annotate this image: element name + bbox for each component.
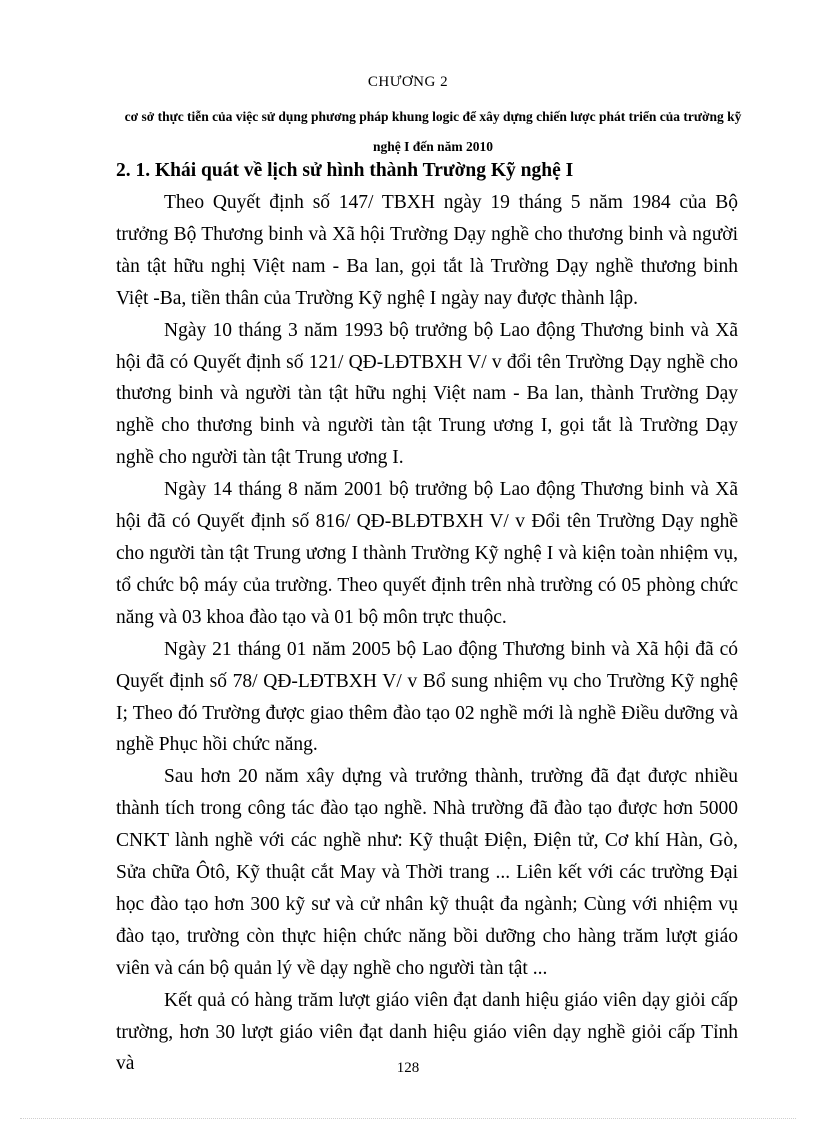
paragraph: Ngày 14 tháng 8 năm 2001 bộ trưởng bộ Lao động Thương binh và Xã hội đã có Quyết định số 816/ QĐ-BLĐTBXH V/ v Đổi tên Trường Dạy nghề cho người tàn tật Trung ương I thành Trường Kỹ nghệ I và kiện toàn nhiệm vụ, tổ chức bộ máy của trường. Theo quyết định trên nhà trường có 05 phòng chức năng và 03 khoa đào tạo và 01 bộ môn trực thuộc. [116,479,738,628]
paragraph: Sau hơn 20 năm xây dựng và trưởng thành, trường đã đạt được nhiều thành tích trong công tác đào tạo nghề. Nhà trường đã đào tạo được hơn 5000 CNKT lành nghề với các nghề như: Kỹ thuật Điện, Điện tử, Cơ khí Hàn, Gò, Sửa chữa Ôtô, Kỹ thuật cắt May và Thời trang ... Liên kết với các trường Đại học đào tạo hơn 300 kỹ sư và cử nhân kỹ thuật đa ngành; Cùng với nhiệm vụ đào tạo, trường còn thực hiện chức năng bồi dưỡng cho hàng trăm lượt giáo viên và cán bộ quản lý về dạy nghề cho người tàn tật ... [116,766,738,979]
paragraph: Theo Quyết định số 147/ TBXH ngày 19 tháng 5 năm 1984 của Bộ trưởng Bộ Thương binh và Xã hội Trường Dạy nghề cho thương binh và người tàn tật hữu nghị Việt nam - Ba lan, gọi tắt là Trường Dạy nghề thương binh Việt -Ba, tiền thân của Trường Kỹ nghệ I ngày nay được thành lập. [116,192,738,309]
paragraph: Ngày 21 tháng 01 năm 2005 bộ Lao động Thương binh và Xã hội đã có Quyết định số 78/ QĐ-LĐTBXH V/ v Bổ sung nhiệm vụ cho Trường Kỹ nghệ I; Theo đó Trường được giao thêm đào tạo 02 nghề mới là nghề Điều dưỡng và nghề Phục hồi chức năng. [116,638,738,756]
page-number: 128 [396,1060,420,1076]
paragraph: Ngày 10 tháng 3 năm 1993 bộ trưởng bộ Lao động Thương binh và Xã hội đã có Quyết định số 121/ QĐ-LĐTBXH V/ v đổi tên Trường Dạy nghề cho thương binh và người tàn tật hữu nghị Việt nam - Ba lan, thành Trường Dạy nghề cho thương binh và người tàn tật Trung ương I, gọi tắt là Trường Dạy nghề cho người tàn tật Trung ương I. [116,319,738,469]
body-text [116,187,738,1080]
chapter-label: CHƯƠNG 2 [367,74,449,90]
paragraph: Kết quả có hàng trăm lượt giáo viên đạt danh hiệu giáo viên dạy giỏi cấp trường, hơn 30 lượt giáo viên đạt danh hiệu giáo viên dạy nghề giỏi cấp Tỉnh và [116,989,738,1075]
section-heading: 2. 1. Khái quát về lịch sử hình thành Trường Kỹ nghệ I [116,160,574,181]
footer-divider [20,1118,796,1119]
chapter-title: cơ sở thực tiễn của việc sử dụng phương pháp khung logic để xây dựng chiến lược phát triển của trường kỹ nghệ I đến năm 2010 [124,109,742,154]
